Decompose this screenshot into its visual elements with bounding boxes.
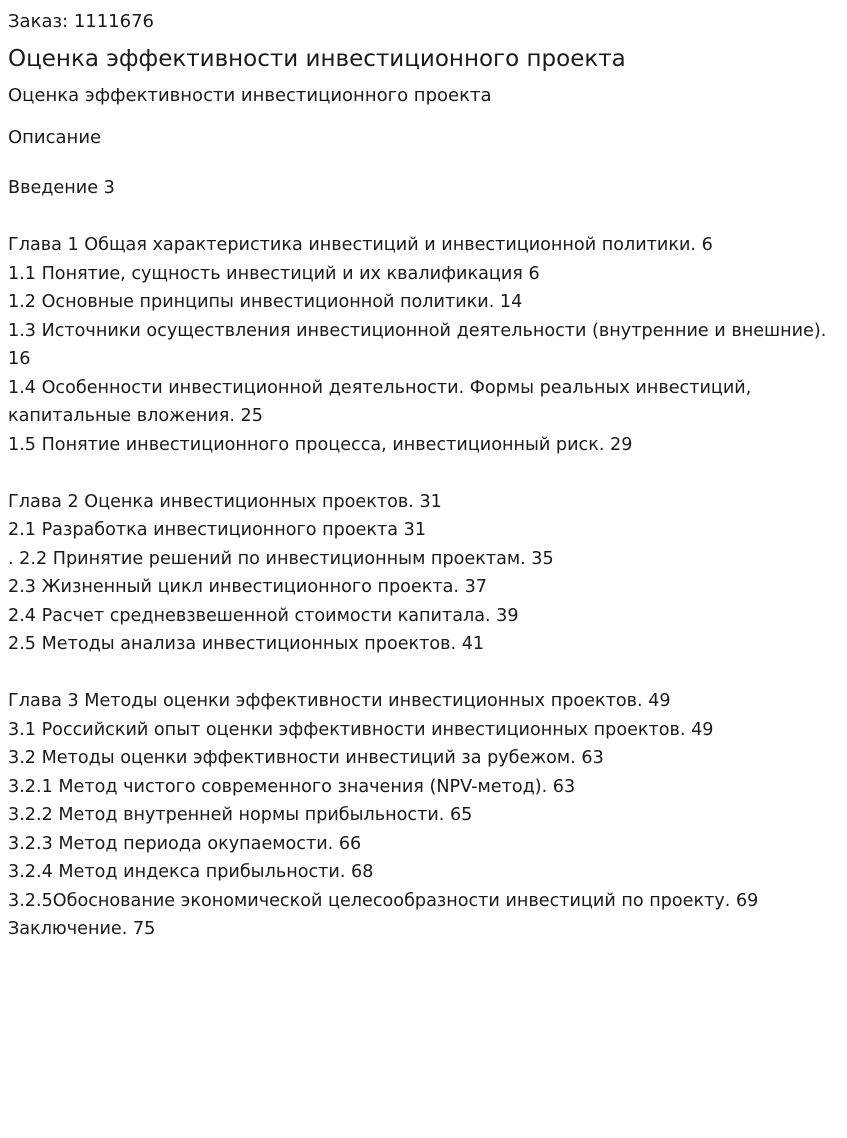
toc-entry: 1.4 Особенности инвестиционной деятельности. Формы реальных инвестиций, капитальные вложения. 25 [8, 377, 752, 426]
toc-entry: 3.2.3 Метод периода окупаемости. 66 [8, 833, 362, 854]
table-of-contents [8, 174, 839, 944]
toc-entry: 1.2 Основные принципы инвестиционной политики. 14 [8, 292, 523, 312]
toc-entry: 1.5 Понятие инвестиционного процесса, инвестиционный риск. 29 [8, 434, 633, 455]
toc-entry: 2.1 Разработка инвестиционного проекта 31 [8, 520, 427, 540]
toc-entry: 3.1 Российский опыт оценки эффективности инвестиционных проектов. 49 [8, 719, 714, 740]
toc-entry: 1.1 Понятие, сущность инвестиций и их квалификация 6 [8, 263, 540, 284]
toc-entry: 1.3 Источники осуществления инвестиционной деятельности (внутренние и внешние). [8, 320, 827, 341]
toc-entry: 3.2.4 Метод индекса прибыльности. 68 [8, 862, 374, 882]
toc-entry: 3.2.5Обоснование экономической целесообразности инвестиций по проекту. 69 [8, 890, 759, 911]
toc-blank-line [8, 459, 839, 488]
toc-entry: 2.3 Жизненный цикл инвестиционного проекта. 37 [8, 577, 487, 597]
toc-entry: 2.5 Методы анализа инвестиционных проектов. 41 [8, 634, 485, 654]
toc-entry: Введение 3 [8, 178, 115, 198]
toc-entry: 3.2.2 Метод внутренней нормы прибыльности. 65 [8, 805, 473, 825]
toc-blank-line [8, 659, 839, 688]
toc-entry: 2.4 Расчет средневзвешенной стоимости капитала. 39 [8, 605, 519, 626]
page-title: Оценка эффективности инвестиционного проекта [8, 46, 626, 72]
toc-entry: 3.2.1 Метод чистого современного значения (NPV-метод). 63 [8, 776, 576, 797]
page-subtitle: Оценка эффективности инвестиционного проекта [8, 85, 492, 106]
toc-entry: Глава 3 Методы оценки эффективности инвестиционных проектов. 49 [8, 691, 671, 711]
toc-entry: 16 [8, 349, 31, 369]
toc-blank-line [8, 203, 839, 232]
toc-entry: Глава 1 Общая характеристика инвестиций и инвестиционной политики. 6 [8, 235, 713, 255]
toc-entry: 3.2 Методы оценки эффективности инвестиций за рубежом. 63 [8, 748, 604, 768]
toc-entry: Заключение. 75 [8, 919, 156, 939]
toc-entry: . 2.2 Принятие решений по инвестиционным проектам. 35 [8, 548, 554, 569]
description-heading: Описание [8, 127, 102, 148]
toc-entry: Глава 2 Оценка инвестиционных проектов. 31 [8, 491, 442, 512]
order-number: Заказ: 1111676 [8, 11, 154, 32]
